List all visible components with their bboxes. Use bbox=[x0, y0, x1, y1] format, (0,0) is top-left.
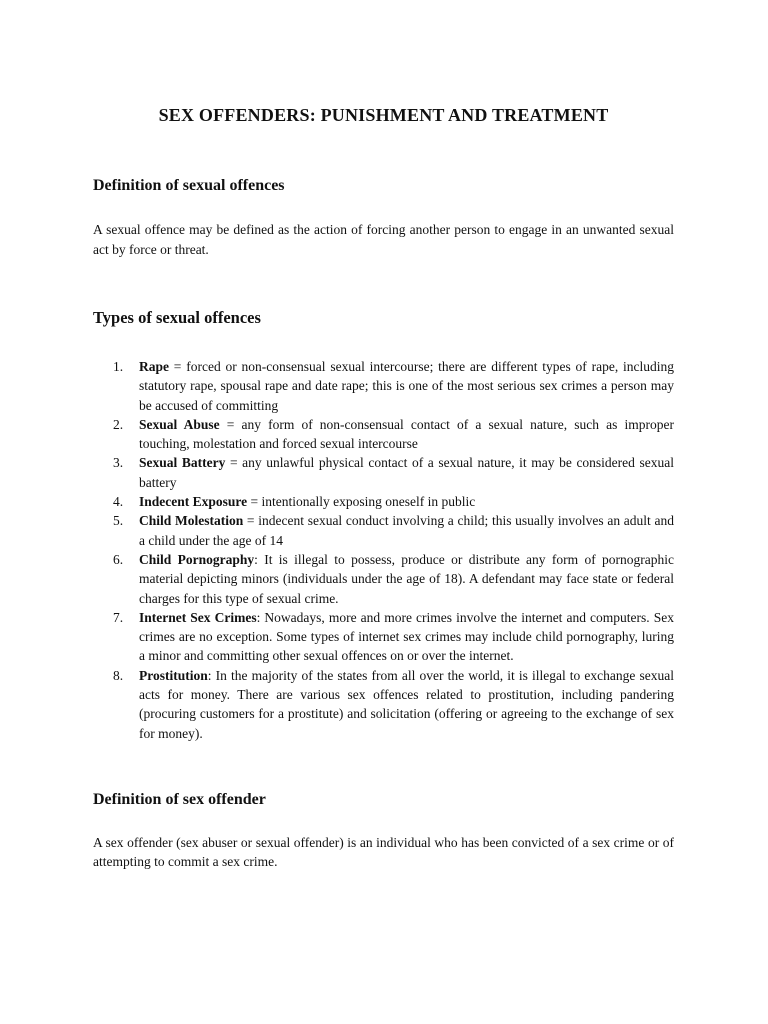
definition-sexual-offences-paragraph: A sexual offence may be defined as the action of forcing another person to engage in an unwanted sexual act by force or threat. bbox=[93, 222, 674, 257]
list-item-term: Prostitution bbox=[139, 667, 208, 683]
list-item bbox=[93, 357, 674, 415]
list-item bbox=[93, 608, 674, 666]
list-item-number: 2. bbox=[113, 416, 124, 432]
list-item-text: = any form of non-consensual contact of a sexual nature, such as improper touching, molestation and forced sexual intercourse bbox=[139, 416, 674, 452]
list-item-number: 4. bbox=[113, 494, 124, 510]
list-item-text: = indecent sexual conduct involving a child; this usually involves an adult and a child under the age of 14 bbox=[139, 513, 674, 548]
list-item-number: 3. bbox=[113, 455, 124, 471]
list-item-text: : In the majority of the states from all over the world, it is illegal to exchange sexual acts for money. There are various sex offences related to prostitution, including pandering (procuring customers for a prostitute) and solicitation (offering or agreeing to the exchange of sex for money). bbox=[139, 667, 674, 741]
list-item bbox=[93, 550, 674, 608]
list-item-term: Indecent Exposure bbox=[139, 494, 248, 510]
list-item-text: : It is illegal to possess, produce or distribute any form of pornographic material depicting minors (individuals under the age of 18). A defendant may face state or federal charges for this type of sexual crime. bbox=[139, 551, 675, 606]
list-item bbox=[93, 511, 674, 550]
list-item-number: 5. bbox=[113, 513, 124, 529]
list-item bbox=[93, 453, 674, 492]
list-item bbox=[93, 492, 674, 511]
list-item-number: 7. bbox=[113, 609, 124, 625]
document-title: SEX OFFENDERS: PUNISHMENT AND TREATMENT bbox=[158, 105, 609, 125]
list-item-number: 1. bbox=[113, 359, 124, 374]
offence-types-list bbox=[93, 357, 674, 743]
list-item-term: Internet Sex Crimes bbox=[139, 609, 257, 625]
section-heading-definition-sex-offender: Definition of sex offender bbox=[93, 790, 266, 808]
list-item-term: Child Pornography bbox=[139, 551, 255, 567]
document-page bbox=[0, 104, 768, 1024]
section-heading-definition-sexual-offences: Definition of sexual offences bbox=[93, 177, 285, 194]
list-item-text: = any unlawful physical contact of a sexual nature, it may be considered sexual battery bbox=[139, 455, 674, 490]
list-item-text: = intentionally exposing oneself in public bbox=[247, 494, 476, 510]
list-item-term: Rape bbox=[139, 359, 169, 374]
list-item-text: : Nowadays, more and more crimes involve the internet and computers. Sex crimes are no exception. Some types of internet sex crimes may include child pornography, luring a minor and committing other sexual offences on or over the internet. bbox=[139, 609, 674, 664]
list-item-term: Sexual Abuse bbox=[139, 416, 220, 432]
list-item-text: = forced or non-consensual sexual intercourse; there are different types of rape, including statutory rape, spousal rape and date rape; this is one of the most serious sex crimes a person may be accused of committing bbox=[139, 359, 674, 413]
list-item-term: Sexual Battery bbox=[139, 455, 226, 471]
definition-sex-offender-paragraph: A sex offender (sex abuser or sexual offender) is an individual who has been convicted of a sex crime or of attempting to commit a sex crime. bbox=[93, 834, 674, 870]
list-item-number: 8. bbox=[113, 667, 124, 683]
list-item-number: 6. bbox=[113, 551, 124, 567]
list-item-term: Child Molestation bbox=[139, 513, 244, 529]
list-item bbox=[93, 666, 674, 743]
section-heading-types-sexual-offences: Types of sexual offences bbox=[93, 308, 261, 327]
list-item bbox=[93, 415, 674, 454]
